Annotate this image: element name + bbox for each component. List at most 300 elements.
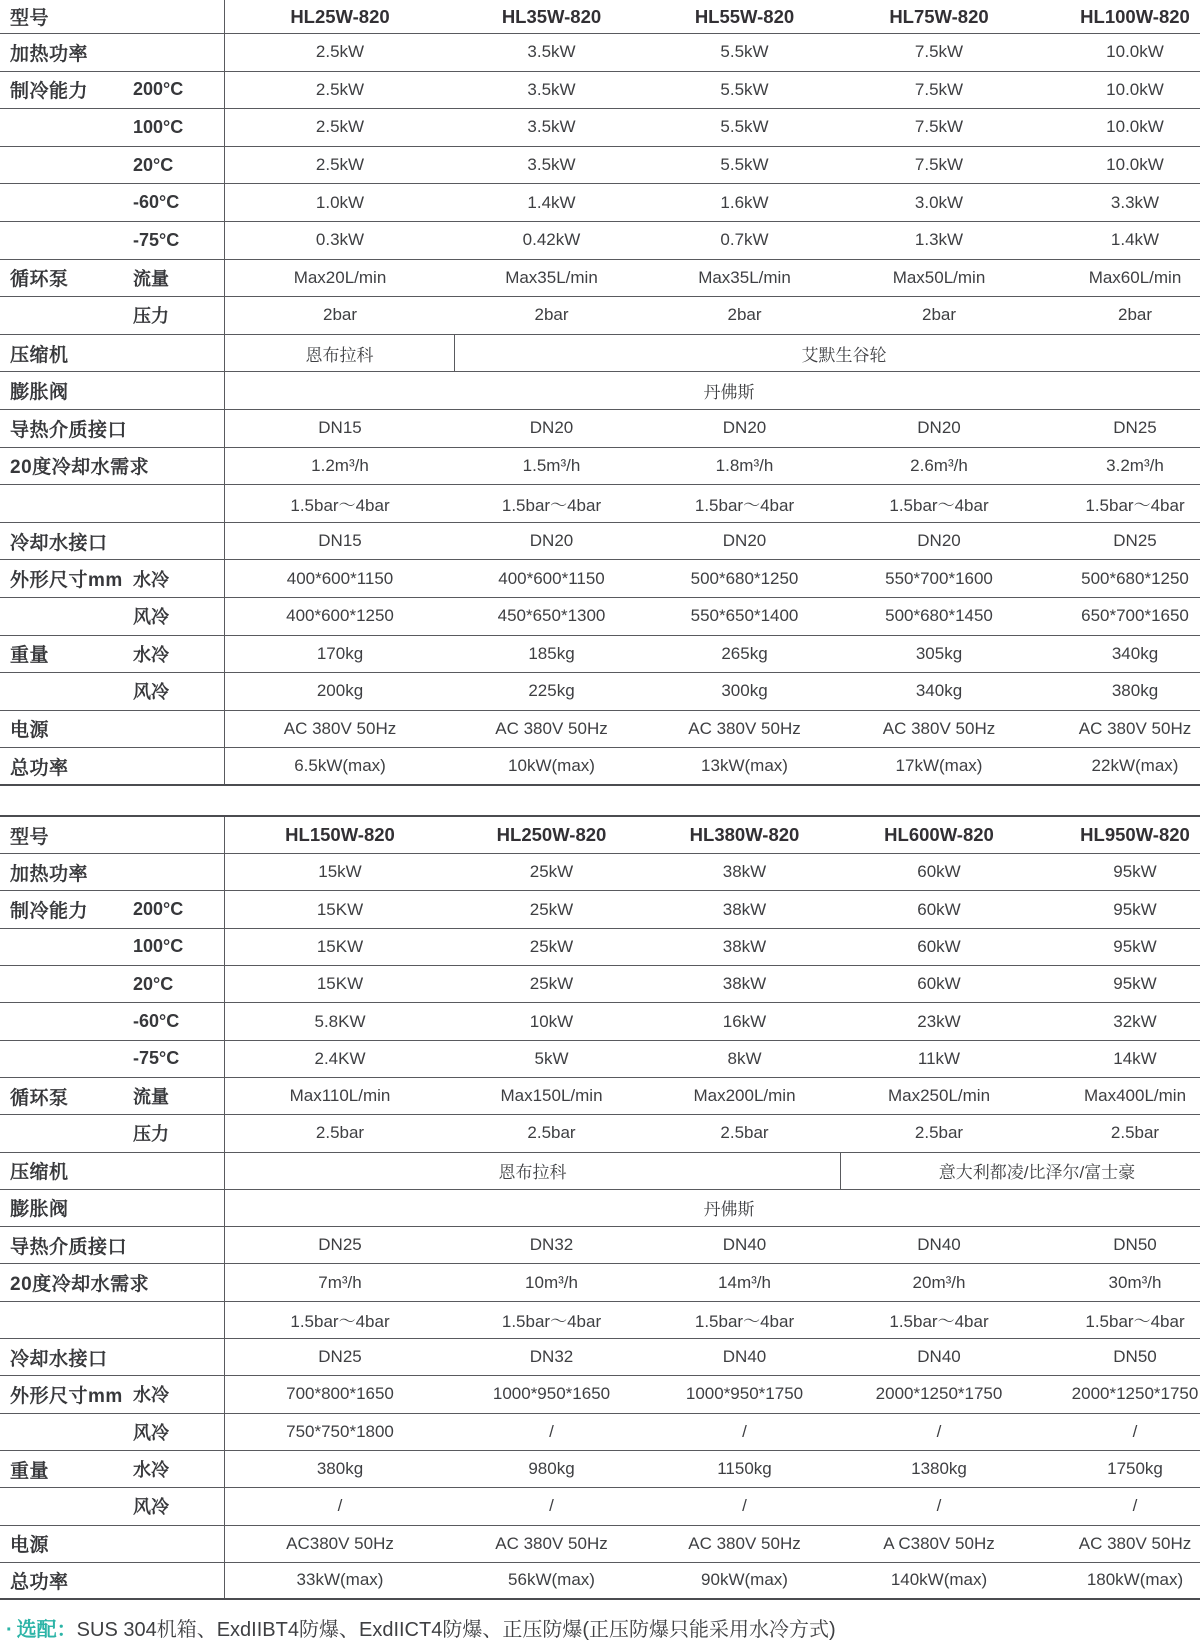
spec-value: 1.5bar～4bar bbox=[290, 1312, 390, 1332]
spec-value: 95kW bbox=[1113, 936, 1157, 956]
spec-value: 10kW bbox=[529, 1011, 574, 1031]
spec-row bbox=[0, 1078, 1200, 1115]
spec-value: 10.0kW bbox=[1106, 155, 1164, 175]
spec-value: 20m³/h bbox=[912, 1272, 966, 1292]
spec-value: 15KW bbox=[316, 974, 364, 994]
model-name: HL100W-820 bbox=[1080, 5, 1190, 27]
row-label bbox=[0, 598, 120, 635]
spec-value: / bbox=[1132, 1496, 1138, 1516]
spec-value: 2.6m³/h bbox=[910, 455, 968, 475]
spec-row bbox=[0, 711, 1200, 749]
spec-value: DN25 bbox=[318, 1235, 362, 1255]
row-label bbox=[0, 109, 120, 146]
spec-value: 500*680*1250 bbox=[1081, 568, 1189, 588]
options-note-text: SUS 304机箱、ExdIIBT4防爆、ExdIICT4防爆、正压防爆(正压防爆只能采用水冷方式) bbox=[76, 1619, 836, 1642]
spec-value: 1.5bar～4bar bbox=[501, 495, 602, 515]
row-sublabel: 200°C bbox=[120, 891, 225, 927]
spec-value: DN40 bbox=[917, 1235, 961, 1255]
spec-value-merged: 恩布拉科 bbox=[225, 1153, 841, 1189]
spec-row bbox=[0, 222, 1200, 260]
spec-value: 400*600*1150 bbox=[498, 568, 605, 588]
spec-value: 700*800*1650 bbox=[286, 1384, 394, 1404]
spec-value: DN15 bbox=[318, 531, 362, 551]
row-label: 外形尺寸mm bbox=[10, 570, 123, 592]
row-label: 总功率 bbox=[0, 748, 225, 784]
spec-value: 14m³/h bbox=[718, 1272, 771, 1292]
spec-value: DN32 bbox=[529, 1347, 574, 1367]
row-label: 总功率 bbox=[0, 1563, 225, 1598]
spec-value: 340kg bbox=[1111, 643, 1159, 663]
row-label: 制冷能力 bbox=[10, 81, 89, 103]
spec-value: 60kW bbox=[917, 936, 961, 956]
row-label: 制冷能力 bbox=[10, 901, 89, 923]
row-label bbox=[0, 1003, 120, 1039]
spec-row bbox=[0, 1414, 1200, 1451]
spec-value: DN50 bbox=[1113, 1235, 1157, 1255]
spec-value: 305kg bbox=[915, 643, 963, 663]
spec-value: 750*750*1800 bbox=[286, 1421, 394, 1441]
row-sublabel: 流量 bbox=[120, 1078, 225, 1114]
spec-value: 200kg bbox=[316, 681, 364, 701]
spec-value-merged: 意大利都凌/比泽尔/富士豪 bbox=[938, 1163, 1136, 1183]
spec-value: Max35L/min bbox=[698, 267, 791, 287]
row-label: 20度冷却水需求 bbox=[0, 448, 225, 485]
row-label bbox=[0, 222, 120, 259]
spec-value: 1.5bar～4bar bbox=[889, 1312, 989, 1332]
spec-value: 500*680*1450 bbox=[885, 606, 993, 626]
spec-value: 32kW bbox=[1113, 1011, 1157, 1031]
spec-value: 5.5kW bbox=[720, 42, 769, 62]
row-label: 循环泵 bbox=[10, 1087, 69, 1109]
spec-row bbox=[0, 929, 1200, 966]
spec-row bbox=[0, 147, 1200, 185]
spec-value: DN50 bbox=[1113, 1347, 1157, 1367]
row-label bbox=[0, 929, 120, 965]
spec-value: 2bar bbox=[1117, 305, 1153, 325]
row-label: 导热介质接口 bbox=[0, 410, 225, 447]
model-name: HL950W-820 bbox=[1080, 824, 1190, 846]
row-label bbox=[0, 966, 120, 1002]
spec-value: 650*700*1650 bbox=[1081, 606, 1189, 626]
spec-value: 1.3kW bbox=[914, 230, 964, 250]
spec-row bbox=[0, 1339, 1200, 1376]
spec-value: 2.5kW bbox=[315, 155, 365, 175]
row-label bbox=[0, 1302, 225, 1338]
spec-value: 2.4KW bbox=[314, 1048, 366, 1068]
spec-value: 10.0kW bbox=[1106, 117, 1164, 137]
spec-row bbox=[0, 109, 1200, 147]
spec-value: AC380V 50Hz bbox=[286, 1533, 394, 1553]
spec-value: 2bar bbox=[534, 305, 569, 325]
bullet-icon: · bbox=[6, 1619, 13, 1642]
spec-value: 23kW bbox=[917, 1011, 961, 1031]
spec-row bbox=[0, 1451, 1200, 1488]
row-sublabel: -75°C bbox=[120, 222, 225, 259]
spec-value: AC 380V 50Hz bbox=[1078, 1533, 1192, 1553]
spec-value: 0.3kW bbox=[315, 230, 365, 250]
spec-value: / bbox=[742, 1496, 747, 1516]
row-sublabel: 风冷 bbox=[120, 673, 225, 710]
spec-value: 170kg bbox=[316, 643, 364, 663]
spec-value: 340kg bbox=[915, 681, 963, 701]
spec-value: 1.4kW bbox=[1110, 230, 1160, 250]
spec-value: 7.5kW bbox=[914, 79, 964, 99]
row-label: 冷却水接口 bbox=[0, 523, 225, 560]
spec-row bbox=[0, 184, 1200, 222]
spec-row bbox=[0, 1227, 1200, 1264]
spec-value: 1.5bar～4bar bbox=[694, 495, 795, 515]
spec-value: 1.5bar～4bar bbox=[1085, 495, 1185, 515]
spec-value-merged: 丹佛斯 bbox=[703, 1200, 755, 1220]
spec-value: Max35L/min bbox=[505, 267, 598, 287]
spec-row bbox=[0, 1526, 1200, 1563]
spec-value: 95kW bbox=[1113, 899, 1157, 919]
spec-value: 7.5kW bbox=[914, 117, 964, 137]
spec-value: DN40 bbox=[917, 1347, 961, 1367]
spec-row bbox=[0, 598, 1200, 636]
spec-value: 2000*1250*1750 bbox=[1071, 1384, 1199, 1404]
row-label: 膨胀阀 bbox=[0, 1190, 225, 1226]
spec-value: 60kW bbox=[917, 974, 961, 994]
spec-row bbox=[0, 854, 1200, 891]
spec-value: 1.5m³/h bbox=[522, 455, 581, 475]
spec-value: 8kW bbox=[727, 1048, 762, 1068]
spec-value: 5.5kW bbox=[720, 155, 769, 175]
spec-row bbox=[0, 485, 1200, 523]
row-label bbox=[0, 673, 120, 710]
row-sublabel: 水冷 bbox=[120, 636, 225, 673]
spec-value: 15KW bbox=[316, 899, 364, 919]
model-name: HL25W-820 bbox=[290, 5, 390, 27]
row-label bbox=[0, 1414, 120, 1450]
spec-value: 2.5bar bbox=[315, 1123, 365, 1143]
spec-value: 1.5bar～4bar bbox=[1085, 1312, 1185, 1332]
row-sublabel: 100°C bbox=[120, 929, 225, 965]
spec-row bbox=[0, 1563, 1200, 1600]
spec-row bbox=[0, 372, 1200, 410]
spec-value: 25kW bbox=[529, 974, 574, 994]
spec-value: 13kW(max) bbox=[701, 756, 788, 776]
model-name: HL55W-820 bbox=[694, 5, 795, 27]
spec-value: DN25 bbox=[1113, 531, 1157, 551]
spec-value: 6.5kW(max) bbox=[294, 756, 386, 776]
spec-value: / bbox=[1132, 1421, 1138, 1441]
model-name: HL35W-820 bbox=[501, 5, 602, 27]
options-note-label: 选配： bbox=[16, 1619, 77, 1642]
spec-row bbox=[0, 34, 1200, 72]
spec-value: 265kg bbox=[721, 643, 768, 663]
spec-value: 25kW bbox=[529, 936, 574, 956]
row-label: 电源 bbox=[0, 1526, 225, 1562]
spec-value-merged: 艾默生谷轮 bbox=[801, 345, 887, 365]
spec-row bbox=[0, 673, 1200, 711]
spec-value: 2bar bbox=[921, 305, 957, 325]
spec-value: A C380V 50Hz bbox=[883, 1533, 995, 1553]
spec-value: 2.5kW bbox=[315, 42, 365, 62]
spec-value: 15KW bbox=[316, 936, 364, 956]
spec-value: 3.5kW bbox=[527, 155, 576, 175]
spec-value: 185kg bbox=[528, 643, 575, 663]
spec-row bbox=[0, 297, 1200, 335]
spec-value: 7m³/h bbox=[318, 1272, 362, 1292]
spec-value: 25kW bbox=[529, 899, 574, 919]
spec-value: 14kW bbox=[1113, 1048, 1157, 1068]
spec-value: 90kW(max) bbox=[701, 1570, 788, 1590]
spec-value: 5kW bbox=[534, 1048, 569, 1068]
spec-value: 5.5kW bbox=[720, 79, 769, 99]
spec-row bbox=[0, 72, 1200, 110]
model-name: HL600W-820 bbox=[884, 824, 994, 846]
spec-row bbox=[0, 448, 1200, 486]
spec-value-merged: 恩布拉科 bbox=[225, 335, 455, 372]
row-sublabel: 水冷 bbox=[120, 560, 225, 597]
spec-row bbox=[0, 1190, 1200, 1227]
model-header-row bbox=[0, 817, 1200, 854]
spec-value: 16kW bbox=[722, 1011, 767, 1031]
row-label: 压缩机 bbox=[0, 335, 225, 372]
spec-value: 2.5bar bbox=[1110, 1123, 1160, 1143]
spec-row bbox=[0, 335, 1200, 373]
row-label bbox=[0, 184, 120, 221]
spec-value: 38kW bbox=[722, 936, 767, 956]
row-label: 加热功率 bbox=[0, 854, 225, 890]
spec-value: DN25 bbox=[1113, 418, 1157, 438]
spec-value: 3.3kW bbox=[1110, 192, 1160, 212]
spec-value: 1.5bar～4bar bbox=[889, 495, 989, 515]
spec-value: 400*600*1250 bbox=[286, 606, 394, 626]
row-sublabel: 100°C bbox=[120, 109, 225, 146]
spec-row bbox=[0, 523, 1200, 561]
model-header-row bbox=[0, 0, 1200, 34]
spec-value: 25kW bbox=[529, 862, 574, 882]
column-header-label: 型号 bbox=[0, 817, 225, 853]
model-name: HL250W-820 bbox=[496, 824, 607, 846]
row-sublabel: 压力 bbox=[120, 1115, 225, 1151]
spec-value: 1.2m³/h bbox=[311, 455, 369, 475]
spec-row bbox=[0, 891, 1200, 928]
spec-value: 140kW(max) bbox=[890, 1570, 988, 1590]
spec-value: 15kW bbox=[318, 862, 362, 882]
row-sublabel: 水冷 bbox=[120, 1376, 225, 1412]
spec-value: AC 380V 50Hz bbox=[495, 1533, 608, 1553]
row-label bbox=[0, 485, 225, 522]
row-sublabel: 水冷 bbox=[120, 1451, 225, 1487]
row-label: 重量 bbox=[10, 1460, 50, 1482]
spec-value: DN40 bbox=[722, 1235, 767, 1255]
spec-value: 3.5kW bbox=[527, 117, 576, 137]
spec-value: 225kg bbox=[528, 681, 575, 701]
spec-value: 300kg bbox=[721, 681, 768, 701]
spec-value: 1000*950*1750 bbox=[685, 1384, 804, 1404]
spec-value: DN40 bbox=[722, 1347, 767, 1367]
spec-value: Max400L/min bbox=[1083, 1086, 1187, 1106]
spec-value: 38kW bbox=[722, 974, 767, 994]
spec-value: 3.5kW bbox=[527, 79, 576, 99]
spec-value: DN15 bbox=[318, 418, 362, 438]
spec-value: 0.42kW bbox=[522, 230, 581, 250]
spec-value: 11kW bbox=[917, 1048, 961, 1068]
spec-value: 22kW(max) bbox=[1091, 756, 1179, 776]
row-label bbox=[0, 1041, 120, 1077]
spec-value: 380kg bbox=[1111, 681, 1159, 701]
spec-value: 95kW bbox=[1113, 974, 1157, 994]
spec-row bbox=[0, 966, 1200, 1003]
row-label: 20度冷却水需求 bbox=[0, 1264, 225, 1300]
spec-value: / bbox=[936, 1496, 942, 1516]
spec-row bbox=[0, 1003, 1200, 1040]
row-sublabel: -60°C bbox=[120, 1003, 225, 1039]
row-label: 循环泵 bbox=[10, 269, 69, 291]
spec-value: / bbox=[742, 1421, 747, 1441]
spec-row bbox=[0, 636, 1200, 674]
spec-value: DN20 bbox=[529, 418, 574, 438]
spec-value: AC 380V 50Hz bbox=[882, 718, 996, 738]
spec-value: 550*650*1400 bbox=[690, 606, 799, 626]
spec-value: 3.5kW bbox=[527, 42, 576, 62]
spec-value: 1.6kW bbox=[720, 192, 769, 212]
spec-value: 5.5kW bbox=[720, 117, 769, 137]
spec-value: 2.5bar bbox=[720, 1123, 769, 1143]
spec-value: 5.8KW bbox=[314, 1011, 366, 1031]
row-sublabel: 200°C bbox=[120, 72, 225, 109]
spec-value: Max50L/min bbox=[892, 267, 986, 287]
spec-value: AC 380V 50Hz bbox=[688, 1533, 801, 1553]
spec-value: DN20 bbox=[917, 418, 961, 438]
spec-value: 10.0kW bbox=[1106, 79, 1164, 99]
row-label: 冷却水接口 bbox=[0, 1339, 225, 1375]
spec-value: 38kW bbox=[722, 862, 767, 882]
spec-value: 3.2m³/h bbox=[1106, 455, 1164, 475]
spec-value: / bbox=[936, 1421, 942, 1441]
row-label bbox=[0, 147, 120, 184]
spec-value: 38kW bbox=[722, 899, 767, 919]
spec-value: DN20 bbox=[529, 531, 574, 551]
row-label: 重量 bbox=[10, 645, 50, 667]
spec-value: 60kW bbox=[917, 899, 961, 919]
spec-value: 2bar bbox=[322, 305, 358, 325]
spec-row bbox=[0, 1302, 1200, 1339]
spec-value: AC 380V 50Hz bbox=[1078, 718, 1192, 738]
spec-value: / bbox=[549, 1496, 554, 1516]
column-header-label: 型号 bbox=[0, 0, 225, 33]
spec-value: 7.5kW bbox=[914, 42, 964, 62]
row-sublabel: -60°C bbox=[120, 184, 225, 221]
row-label: 膨胀阀 bbox=[0, 372, 225, 409]
spec-value: 56kW(max) bbox=[508, 1570, 595, 1590]
spec-value: 1.0kW bbox=[315, 192, 365, 212]
spec-value: 1000*950*1650 bbox=[492, 1384, 611, 1404]
spec-value: 400*600*1150 bbox=[286, 568, 394, 588]
spec-row bbox=[0, 1264, 1200, 1301]
row-sublabel: 风冷 bbox=[120, 598, 225, 635]
spec-row bbox=[0, 748, 1200, 786]
row-label: 加热功率 bbox=[0, 34, 225, 71]
row-label: 外形尺寸mm bbox=[10, 1385, 123, 1407]
spec-value: 1380kg bbox=[911, 1459, 967, 1479]
model-name: HL75W-820 bbox=[889, 5, 989, 27]
row-sublabel: 20°C bbox=[120, 147, 225, 184]
spec-value: 1.5bar～4bar bbox=[694, 1312, 795, 1332]
spec-row bbox=[0, 410, 1200, 448]
spec-table-upper bbox=[0, 0, 1200, 786]
spec-value: DN32 bbox=[529, 1235, 574, 1255]
spec-value: 2.5kW bbox=[315, 117, 365, 137]
spec-value: 500*680*1250 bbox=[690, 568, 799, 588]
spec-value: 3.0kW bbox=[914, 192, 964, 212]
spec-value: 2.5bar bbox=[914, 1123, 964, 1143]
spec-value: 0.7kW bbox=[720, 230, 769, 250]
spec-value: 380kg bbox=[316, 1459, 364, 1479]
spec-value: 1.5bar～4bar bbox=[501, 1312, 602, 1332]
model-name: HL150W-820 bbox=[285, 824, 395, 846]
spec-value: Max200L/min bbox=[693, 1086, 796, 1106]
row-label: 电源 bbox=[0, 711, 225, 748]
spec-value: Max250L/min bbox=[887, 1086, 991, 1106]
spec-value: 180kW(max) bbox=[1086, 1570, 1184, 1590]
spec-row bbox=[0, 1041, 1200, 1078]
spec-row bbox=[0, 1488, 1200, 1525]
spec-value: / bbox=[549, 1421, 554, 1441]
spec-value: 2bar bbox=[727, 305, 762, 325]
spec-value: 7.5kW bbox=[914, 155, 964, 175]
spec-value: 1150kg bbox=[717, 1459, 772, 1479]
spec-value: 10kW(max) bbox=[508, 756, 595, 776]
spec-value: 980kg bbox=[528, 1459, 575, 1479]
row-sublabel: 压力 bbox=[120, 297, 225, 334]
model-name: HL380W-820 bbox=[689, 824, 800, 846]
spec-value: DN25 bbox=[318, 1347, 362, 1367]
spec-value: 450*650*1300 bbox=[497, 606, 606, 626]
row-sublabel: -75°C bbox=[120, 1041, 225, 1077]
spec-value: 1750kg bbox=[1107, 1459, 1163, 1479]
spec-row bbox=[0, 1153, 1200, 1190]
spec-value: AC 380V 50Hz bbox=[283, 718, 397, 738]
spec-value: Max150L/min bbox=[500, 1086, 603, 1106]
row-label: 导热介质接口 bbox=[0, 1227, 225, 1263]
spec-value: 1.4kW bbox=[527, 192, 576, 212]
spec-value: Max110L/min bbox=[289, 1086, 391, 1106]
spec-value: 10m³/h bbox=[525, 1272, 578, 1292]
spec-value: 2.5bar bbox=[527, 1123, 576, 1143]
row-sublabel: 风冷 bbox=[120, 1414, 225, 1450]
spec-row bbox=[0, 260, 1200, 298]
spec-value: 550*700*1600 bbox=[885, 568, 993, 588]
spec-row bbox=[0, 1115, 1200, 1152]
options-note bbox=[0, 1613, 1200, 1642]
spec-value: 33kW(max) bbox=[296, 1570, 384, 1590]
row-sublabel: 流量 bbox=[120, 260, 225, 297]
spec-value: / bbox=[337, 1496, 343, 1516]
spec-value: 17kW(max) bbox=[895, 756, 983, 776]
spec-value: Max60L/min bbox=[1088, 267, 1182, 287]
spec-value: AC 380V 50Hz bbox=[495, 718, 608, 738]
spec-value: 95kW bbox=[1113, 862, 1157, 882]
spec-value: 1.5bar～4bar bbox=[290, 495, 390, 515]
row-sublabel: 20°C bbox=[120, 966, 225, 1002]
spec-table-lower bbox=[0, 815, 1200, 1600]
spec-value-merged: 丹佛斯 bbox=[703, 383, 755, 403]
row-label bbox=[0, 297, 120, 334]
row-label bbox=[0, 1115, 120, 1151]
spec-value: AC 380V 50Hz bbox=[688, 718, 801, 738]
row-label: 压缩机 bbox=[0, 1153, 225, 1189]
row-label bbox=[0, 1488, 120, 1524]
spec-value: 60kW bbox=[917, 862, 961, 882]
spec-row bbox=[0, 560, 1200, 598]
spec-value: Max20L/min bbox=[293, 267, 387, 287]
spec-value: 2.5kW bbox=[315, 79, 365, 99]
spec-row bbox=[0, 1376, 1200, 1413]
